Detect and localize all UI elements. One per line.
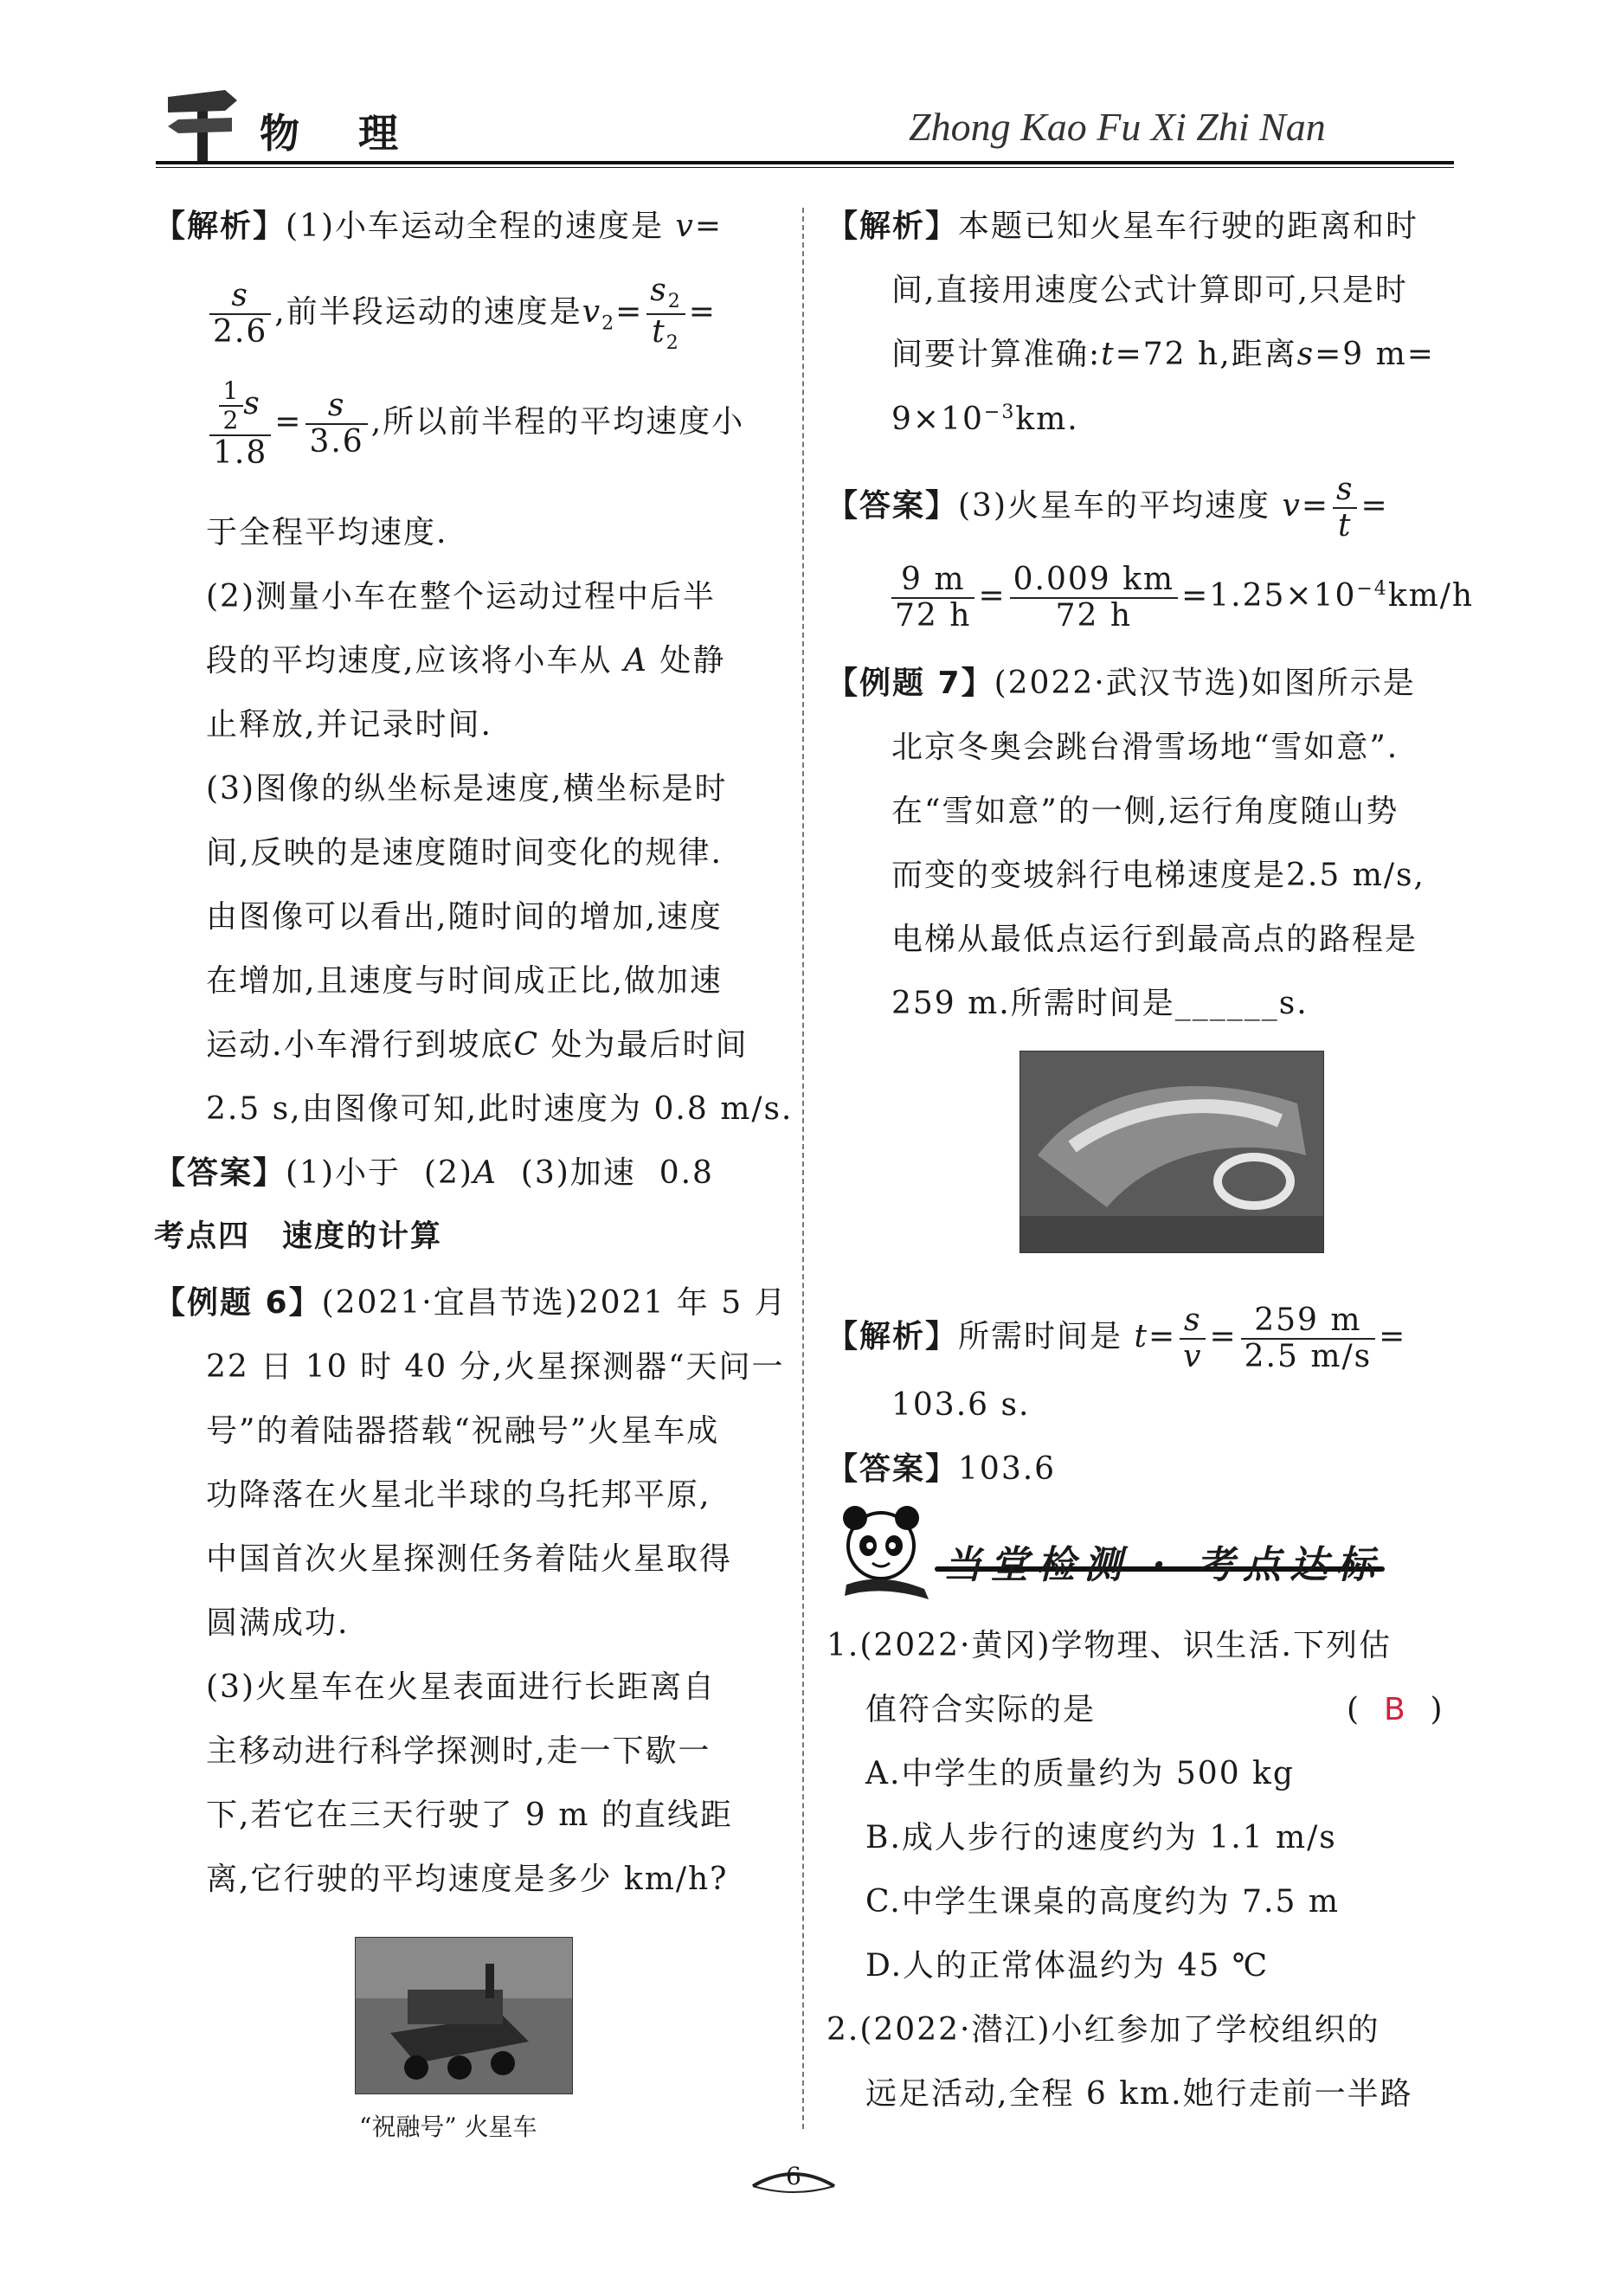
question-1-line-1: 1.(2022·黄冈)学物理、识生活.下列估 [827, 1628, 1392, 1663]
example-6-line-8: 主移动进行科学探测时,走一下歇一 [206, 1733, 711, 1769]
example-7-line-6: 259 m.所需时间是______s. [891, 986, 1309, 1021]
fraction: $\frac{259 m}{2.5 m/s}$ [1241, 1305, 1375, 1373]
fraction: $\frac{s}{2.6}$ [209, 280, 271, 348]
analysis-line-6: 段的平均速度,应该将小车从 A 处静 [206, 643, 726, 679]
example-6-line-7: (3)火星车在火星表面进行长距离自 [206, 1669, 716, 1705]
example-6-line-3: 号”的着陆器搭载“祝融号”火星车成 [206, 1413, 720, 1449]
question-1-answer: B [1383, 1692, 1407, 1727]
question-1-line-2: 值符合实际的是 [865, 1692, 1097, 1727]
example-7-line-1: 【例题 7】(2022·武汉节选)如图所示是 [827, 666, 1416, 701]
analysis-line-2: $\frac{s}{2.6}$ ,前半段运动的速度是$v_2=$ $\frac{s_2}{t_2}$ = [206, 275, 717, 353]
fraction: $\frac{1}{2}$ s 1.8 [209, 379, 271, 469]
answer-line: 【答案】(1)小于 (2)A (3)加速 0.8 [154, 1155, 714, 1191]
signpost-icon [164, 85, 242, 164]
column-divider [802, 208, 804, 2129]
question-1-option-a: A.中学生的质量约为 500 kg [865, 1756, 1295, 1791]
question-1-option-d: D.人的正常体温约为 45 ℃ [865, 1948, 1269, 1984]
question-1-answer-bracket: ( B ) [1347, 1692, 1444, 1727]
question-2-line-2: 远足活动,全程 6 km.她行走前一半路 [865, 2076, 1413, 2112]
analysis-line-9: 间,反映的是速度随时间变化的规律. [206, 835, 723, 871]
question-1-option-c: C.中学生课桌的高度约为 7.5 m [865, 1884, 1340, 1920]
analysis-line-3: $\frac{1}{2}$ s 1.8 = $\frac{s}{3.6}$ ,所以前半程的平均速度小 [206, 379, 744, 469]
example-7-line-2: 北京冬奥会跳台滑雪场地“雪如意”. [891, 730, 1399, 765]
example-7-line-4: 而变的变坡斜行电梯速度是2.5 m/s, [891, 858, 1425, 893]
fraction: $\frac{s_2}{t_2}$ [646, 275, 685, 353]
analysis-line-8: (3)图像的纵坐标是速度,横坐标是时 [206, 771, 728, 807]
example-6-line-6: 圆满成功. [206, 1605, 350, 1641]
example-6-line-9: 下,若它在三天行驶了 9 m 的直线距 [206, 1798, 733, 1833]
header-rule-thin [156, 167, 1454, 168]
example-6-line-2: 22 日 10 时 40 分,火星探测器“天问一 [206, 1349, 785, 1385]
panda-mascot-icon [829, 1502, 942, 1606]
fraction: $\frac{s}{t}$ [1333, 474, 1357, 542]
right-answer-line-1: 【答案】(3)火星车的平均速度 v= $\frac{s}{t}$ = [827, 472, 1389, 543]
analysis-line-10: 由图像可以看出,随时间的增加,速度 [206, 899, 723, 935]
question-1-option-b: B.成人步行的速度约为 1.1 m/s [865, 1820, 1337, 1855]
example-7-analysis-line-1: 【解析】所需时间是 t= $\frac{s}{v}$ = $\frac{259 m}{2.5 m/s}$ = [827, 1302, 1407, 1374]
subject-title: 物 理 [260, 110, 421, 157]
fraction: $\frac{0.009 km}{72 h}$ [1010, 564, 1178, 632]
right-analysis-line-1: 【解析】本题已知火星车行驶的距离和时 [827, 209, 1419, 244]
question-2-line-1: 2.(2022·潜江)小红参加了学校组织的 [827, 2012, 1380, 2048]
analysis-line-1: 【解析】(1)小车运动全程的速度是 v= [154, 209, 723, 244]
ski-jump-venue-photo [1019, 1051, 1324, 1253]
book-title-pinyin: Zhong Kao Fu Xi Zhi Nan [909, 105, 1326, 149]
example-6-line-10: 离,它行驶的平均速度是多少 km/h? [206, 1862, 729, 1897]
fraction: $\frac{s}{3.6}$ [306, 390, 367, 458]
example-7-line-5: 电梯从最低点运行到最高点的路程是 [891, 922, 1418, 957]
analysis-line-5: (2)测量小车在整个运动过程中后半 [206, 579, 716, 614]
example-6-line-1: 【例题 6】(2021·宜昌节选)2021 年 5 月 [154, 1285, 788, 1321]
fraction: $\frac{s}{v}$ [1180, 1305, 1206, 1373]
example-6-line-4: 功降落在火星北半球的乌托邦平原, [206, 1477, 711, 1513]
example-6-line-5: 中国首次火星探测任务着陆火星取得 [206, 1541, 733, 1577]
header-rule [156, 161, 1454, 164]
analysis-line-12: 运动.小车滑行到坡底C 处为最后时间 [206, 1027, 749, 1063]
example-7-answer: 【答案】103.6 [827, 1451, 1057, 1487]
right-analysis-line-2: 间,直接用速度公式计算即可,只是时 [891, 273, 1408, 308]
analysis-line-7: 止释放,并记录时间. [206, 707, 492, 743]
analysis-line-11: 在增加,且速度与时间成正比,做加速 [206, 963, 723, 999]
example-7-line-3: 在“雪如意”的一侧,运行角度随山势 [891, 794, 1399, 829]
right-analysis-line-3: 间要计算准确:t=72 h,距离s=9 m= [891, 337, 1435, 372]
fraction: $\frac{9 m}{72 h}$ [891, 564, 974, 632]
analysis-line-4: 于全程平均速度. [206, 515, 448, 550]
analysis-line-13: 2.5 s,由图像可知,此时速度为 0.8 m/s. [206, 1091, 794, 1127]
right-answer-line-2: $\frac{9 m}{72 h}$ = $\frac{0.009 km}{72 h}$ $=1.25\times 10^{-4}km/h$ [888, 564, 1474, 632]
mars-rover-photo [355, 1937, 573, 2094]
section-banner-title: 当堂检测 · 考点达标 [943, 1543, 1383, 1587]
example-7-analysis-line-2: 103.6 s. [891, 1387, 1031, 1423]
right-analysis-line-4: $9\times 10^{-3}km$. [891, 402, 1079, 437]
page-number: 6 [786, 2162, 801, 2190]
photo-caption: “祝融号” 火星车 [359, 2113, 537, 2141]
section-heading: 考点四 速度的计算 [154, 1219, 443, 1254]
